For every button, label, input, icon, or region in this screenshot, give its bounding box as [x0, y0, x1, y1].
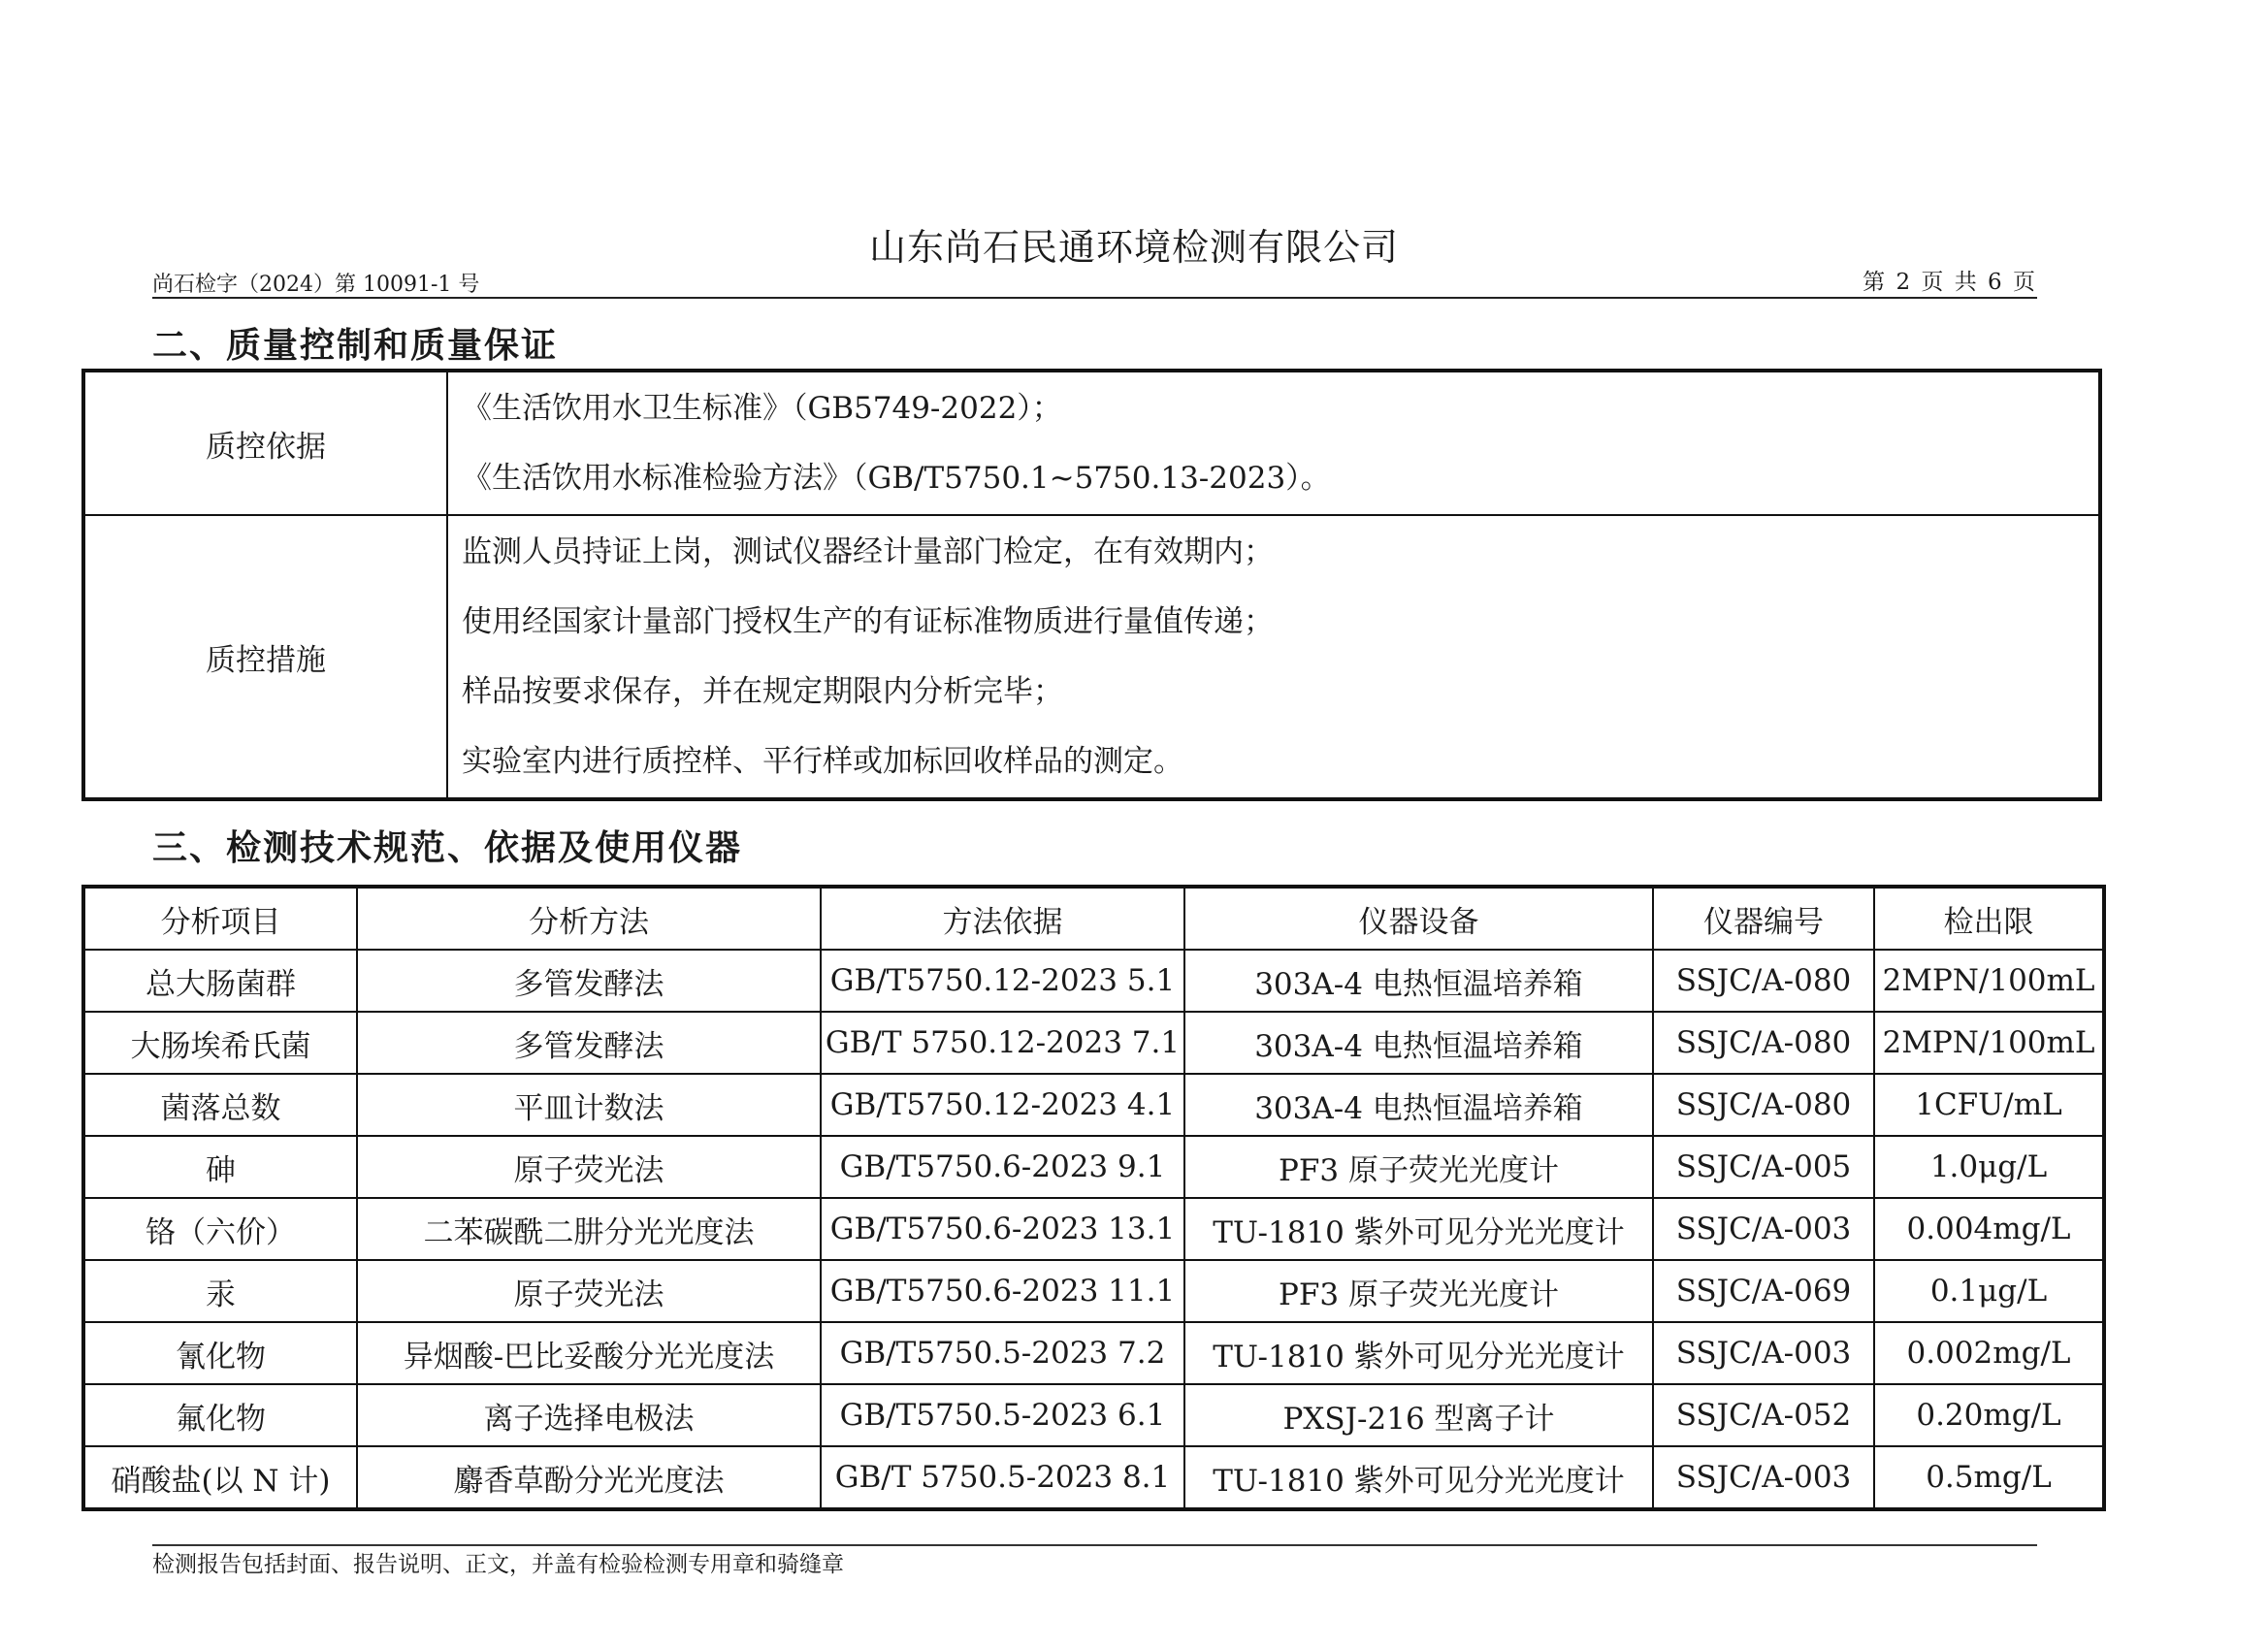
- table-row: [83, 1384, 2104, 1446]
- table-row: [83, 1322, 2104, 1384]
- analysis-method-cell: 麝香草酚分光光度法: [357, 1446, 821, 1509]
- instrument-cell: TU-1810 紫外可见分光光度计: [1184, 1322, 1653, 1384]
- instrument-id-cell: SSJC/A-052: [1653, 1384, 1874, 1446]
- instrument-id-cell: SSJC/A-080: [1653, 1074, 1874, 1136]
- detection-limit-cell: 1.0μg/L: [1874, 1136, 2104, 1198]
- detection-limit-cell: 1CFU/mL: [1874, 1074, 2104, 1136]
- analysis-item-cell: 汞: [83, 1260, 357, 1322]
- column-header: 分析方法: [357, 887, 821, 950]
- analysis-item-cell: 氰化物: [83, 1322, 357, 1384]
- analysis-method-cell: 平皿计数法: [357, 1074, 821, 1136]
- detection-limit-cell: 0.20mg/L: [1874, 1384, 2104, 1446]
- section-quality-control-title: 二、质量控制和质量保证: [152, 325, 559, 366]
- detection-limit-cell: 0.1μg/L: [1874, 1260, 2104, 1322]
- instrument-id-cell: SSJC/A-003: [1653, 1198, 1874, 1260]
- detection-limit-cell: 0.002mg/L: [1874, 1322, 2104, 1384]
- qc-measures-content: [447, 515, 2100, 799]
- column-header: 仪器设备: [1184, 887, 1653, 950]
- qc-basis-content: [447, 371, 2100, 515]
- page-number: 第 2 页 共 6 页: [1863, 270, 2037, 295]
- analysis-item-cell: 铬（六价）: [83, 1198, 357, 1260]
- qc-row-basis: [83, 371, 2100, 515]
- methods-table: [81, 885, 2106, 1511]
- analysis-item-cell: 氟化物: [83, 1384, 357, 1446]
- analysis-item-cell: 菌落总数: [83, 1074, 357, 1136]
- column-header: 仪器编号: [1653, 887, 1874, 950]
- instrument-id-cell: SSJC/A-003: [1653, 1322, 1874, 1384]
- analysis-method-cell: 原子荧光法: [357, 1260, 821, 1322]
- instrument-cell: PF3 原子荧光光度计: [1184, 1136, 1653, 1198]
- table-row: [83, 1446, 2104, 1509]
- header-rule: [152, 297, 2037, 299]
- instrument-cell: TU-1810 紫外可见分光光度计: [1184, 1446, 1653, 1509]
- method-basis-cell: GB/T5750.5-2023 6.1: [821, 1384, 1184, 1446]
- methods-header-row: [83, 887, 2104, 950]
- instrument-id-cell: SSJC/A-069: [1653, 1260, 1874, 1322]
- instrument-id-cell: SSJC/A-080: [1653, 950, 1874, 1012]
- quality-control-table: [81, 369, 2102, 801]
- instrument-cell: PXSJ-216 型离子计: [1184, 1384, 1653, 1446]
- detection-limit-cell: 0.004mg/L: [1874, 1198, 2104, 1260]
- detection-limit-cell: 2MPN/100mL: [1874, 1012, 2104, 1074]
- analysis-item-cell: 硝酸盐(以 N 计): [83, 1446, 357, 1509]
- company-name: 山东尚石民通环境检测有限公司: [868, 226, 1399, 269]
- method-basis-cell: GB/T 5750.5-2023 8.1: [821, 1446, 1184, 1509]
- method-basis-cell: GB/T5750.6-2023 13.1: [821, 1198, 1184, 1260]
- methods-body: [83, 950, 2104, 1509]
- instrument-cell: 303A-4 电热恒温培养箱: [1184, 950, 1653, 1012]
- report-number: 尚石检字（2024）第 10091-1 号: [152, 273, 480, 297]
- qc-basis-line: 《生活饮用水标准检验方法》（GB/T5750.1~5750.13-2023）。: [462, 461, 1331, 496]
- instrument-cell: PF3 原子荧光光度计: [1184, 1260, 1653, 1322]
- footer-note: 检测报告包括封面、报告说明、正文，并盖有检验检测专用章和骑缝章: [152, 1552, 844, 1577]
- detection-limit-cell: 2MPN/100mL: [1874, 950, 2104, 1012]
- instrument-id-cell: SSJC/A-005: [1653, 1136, 1874, 1198]
- instrument-id-cell: SSJC/A-080: [1653, 1012, 1874, 1074]
- instrument-cell: TU-1810 紫外可见分光光度计: [1184, 1198, 1653, 1260]
- qc-measures-line: 实验室内进行质控样、平行样或加标回收样品的测定。: [462, 744, 1183, 779]
- qc-basis-label: 质控依据: [83, 371, 447, 515]
- method-basis-cell: GB/T 5750.12-2023 7.1: [821, 1012, 1184, 1074]
- qc-basis-line: 《生活饮用水卫生标准》（GB5749-2022）；: [462, 391, 1062, 426]
- table-row: [83, 1198, 2104, 1260]
- method-basis-cell: GB/T5750.5-2023 7.2: [821, 1322, 1184, 1384]
- analysis-item-cell: 砷: [83, 1136, 357, 1198]
- analysis-item-cell: 大肠埃希氏菌: [83, 1012, 357, 1074]
- table-row: [83, 1012, 2104, 1074]
- analysis-method-cell: 多管发酵法: [357, 1012, 821, 1074]
- analysis-method-cell: 离子选择电极法: [357, 1384, 821, 1446]
- table-row: [83, 1260, 2104, 1322]
- instrument-id-cell: SSJC/A-003: [1653, 1446, 1874, 1509]
- method-basis-cell: GB/T5750.12-2023 5.1: [821, 950, 1184, 1012]
- column-header: 分析项目: [83, 887, 357, 950]
- analysis-method-cell: 异烟酸-巴比妥酸分光光度法: [357, 1322, 821, 1384]
- qc-measures-label: 质控措施: [83, 515, 447, 799]
- analysis-method-cell: 原子荧光法: [357, 1136, 821, 1198]
- analysis-method-cell: 多管发酵法: [357, 950, 821, 1012]
- method-basis-cell: GB/T5750.6-2023 11.1: [821, 1260, 1184, 1322]
- qc-measures-line: 样品按要求保存，并在规定期限内分析完毕；: [462, 674, 1063, 709]
- qc-measures-line: 监测人员持证上岗，测试仪器经计量部门检定，在有效期内；: [462, 534, 1274, 569]
- method-basis-cell: GB/T5750.6-2023 9.1: [821, 1136, 1184, 1198]
- analysis-method-cell: 二苯碳酰二肼分光光度法: [357, 1198, 821, 1260]
- column-header: 检出限: [1874, 887, 2104, 950]
- method-basis-cell: GB/T5750.12-2023 4.1: [821, 1074, 1184, 1136]
- table-row: [83, 1136, 2104, 1198]
- table-row: [83, 950, 2104, 1012]
- instrument-cell: 303A-4 电热恒温培养箱: [1184, 1012, 1653, 1074]
- instrument-cell: 303A-4 电热恒温培养箱: [1184, 1074, 1653, 1136]
- qc-row-measures: [83, 515, 2100, 799]
- detection-limit-cell: 0.5mg/L: [1874, 1446, 2104, 1509]
- qc-measures-line: 使用经国家计量部门授权生产的有证标准物质进行量值传递；: [462, 604, 1274, 639]
- table-row: [83, 1074, 2104, 1136]
- analysis-item-cell: 总大肠菌群: [83, 950, 357, 1012]
- section-methods-title: 三、检测技术规范、依据及使用仪器: [152, 827, 743, 868]
- column-header: 方法依据: [821, 887, 1184, 950]
